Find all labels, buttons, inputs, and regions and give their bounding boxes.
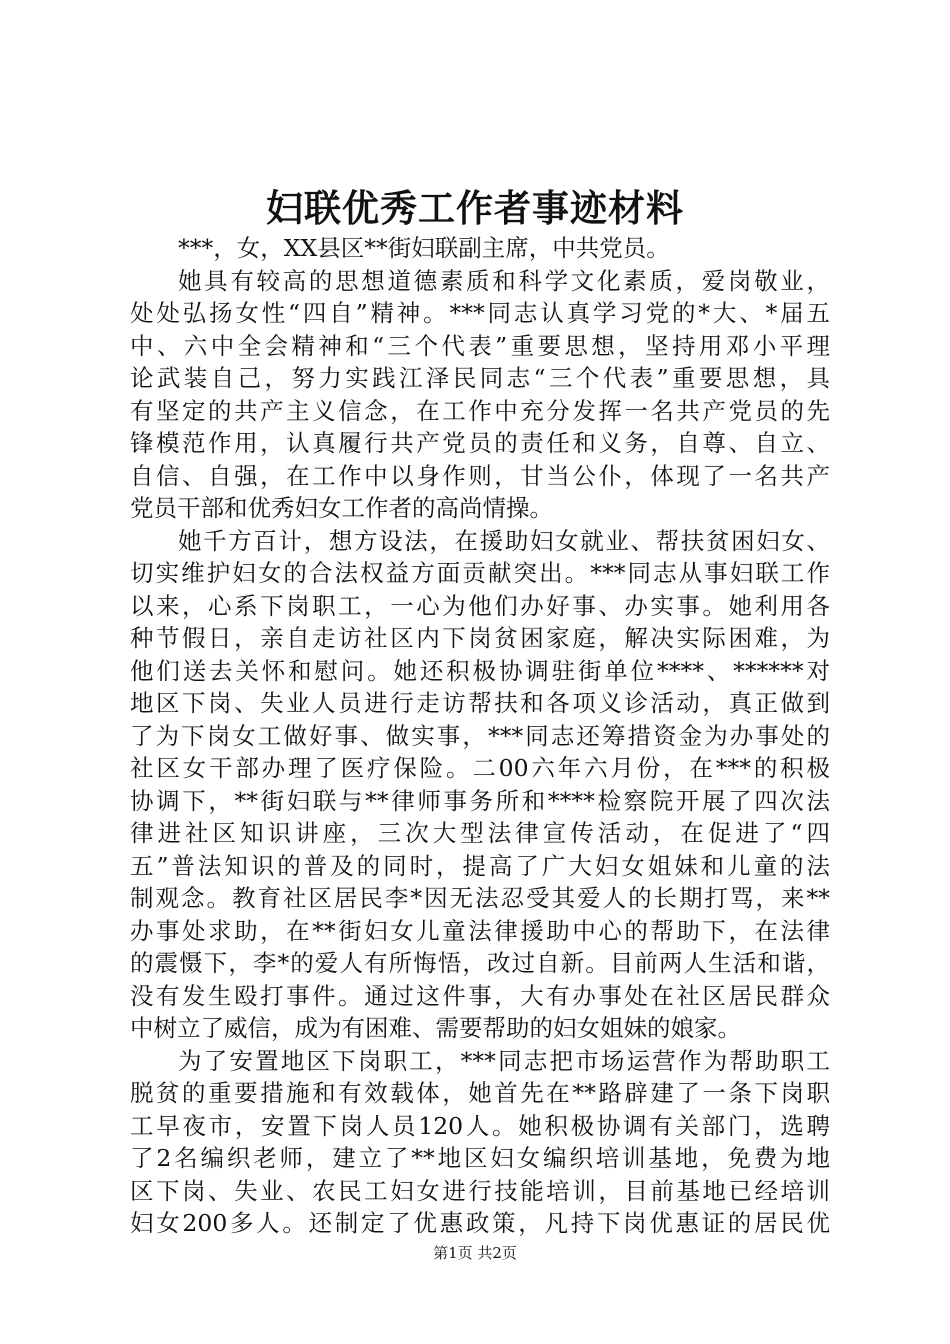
text-line: 办事处求助，在**街妇女儿童法律援助中心的帮助下，在法律: [130, 916, 830, 945]
text-line: 她千方百计，想方设法，在援助妇女就业、帮扶贫困妇女、: [178, 526, 830, 555]
text-line: 五”普法知识的普及的同时，提高了广大妇女姐妹和儿童的法: [130, 851, 830, 880]
text-line: 了2名编织老师，建立了**地区妇女编织培训基地，免费为地: [130, 1144, 830, 1172]
text-line: 区下岗、失业、农民工妇女进行技能培训，目前基地已经培训: [130, 1176, 830, 1205]
text-line: 协调下，**街妇联与**律师事务所和****检察院开展了四次法: [130, 786, 830, 815]
text-line: 工早夜市，安置下岗人员120人。她积极协调有关部门，选聘: [130, 1111, 830, 1140]
text-line: 律进社区知识讲座，三次大型法律宣传活动，在促进了“四: [130, 819, 830, 847]
text-line: 没有发生殴打事件。通过这件事，大有办事处在社区居民群众: [130, 981, 830, 1010]
text-line: 处处弘扬女性“四自”精神。***同志认真学习党的*大、*届五: [130, 299, 830, 327]
text-line: 制观念。教育社区居民李*因无法忍受其爱人的长期打骂，来**: [130, 884, 830, 912]
text-line: 脱贫的重要措施和有效载体，她首先在**路辟建了一条下岗职: [130, 1079, 830, 1107]
text-line: 社区女干部办理了医疗保险。二00六年六月份，在***的积极: [130, 754, 830, 782]
text-line: 妇女200多人。还制定了优惠政策，凡持下岗优惠证的居民优: [130, 1209, 830, 1237]
text-line: 的震慑下，李*的爱人有所悔悟，改过自新。目前两人生活和谐，: [130, 949, 830, 977]
text-line: 他们送去关怀和慰问。她还积极协调驻街单位****、******对: [130, 656, 830, 685]
text-line: 有坚定的共产主义信念，在工作中充分发挥一名共产党员的先: [130, 396, 830, 425]
text-line: 了为下岗女工做好事、做实事，***同志还筹措资金为办事处的: [130, 721, 830, 750]
text-line: 为了安置地区下岗职工，***同志把市场运营作为帮助职工: [178, 1046, 830, 1075]
document-body: [130, 232, 830, 1240]
text-line: 种节假日，亲自走访社区内下岗贫困家庭，解决实际困难，为: [130, 624, 830, 652]
text-line: 中树立了威信，成为有困难、需要帮助的妇女姐妹的娘家。: [130, 1014, 741, 1042]
text-line: 以来，心系下岗职工，一心为他们办好事、办实事。她利用各: [130, 591, 830, 620]
text-line: 切实维护妇女的合法权益方面贡献突出。***同志从事妇联工作: [130, 559, 830, 587]
text-line: 党员干部和优秀妇女工作者的高尚情操。: [130, 494, 553, 522]
text-line: 锋模范作用，认真履行共产党员的责任和义务，自尊、自立、: [130, 429, 830, 457]
text-line: 自信、自强，在工作中以身作则，甘当公仆，体现了一名共产: [130, 461, 830, 490]
text-line: 她具有较高的思想道德素质和科学文化素质，爱岗敬业，: [178, 266, 830, 295]
text-line: 论武装自己，努力实践江泽民同志“三个代表”重要思想，具: [130, 364, 830, 392]
page-footer: 第1页 共2页: [433, 1244, 517, 1262]
text-line: 地区下岗、失业人员进行走访帮扶和各项义诊活动，真正做到: [130, 689, 830, 717]
text-line: ***，女，XX县区**街妇联副主席，中共党员。: [178, 234, 670, 262]
text-line: 中、六中全会精神和“三个代表”重要思想，坚持用邓小平理: [130, 331, 830, 360]
document-title: 妇联优秀工作者事迹材料: [266, 186, 684, 230]
